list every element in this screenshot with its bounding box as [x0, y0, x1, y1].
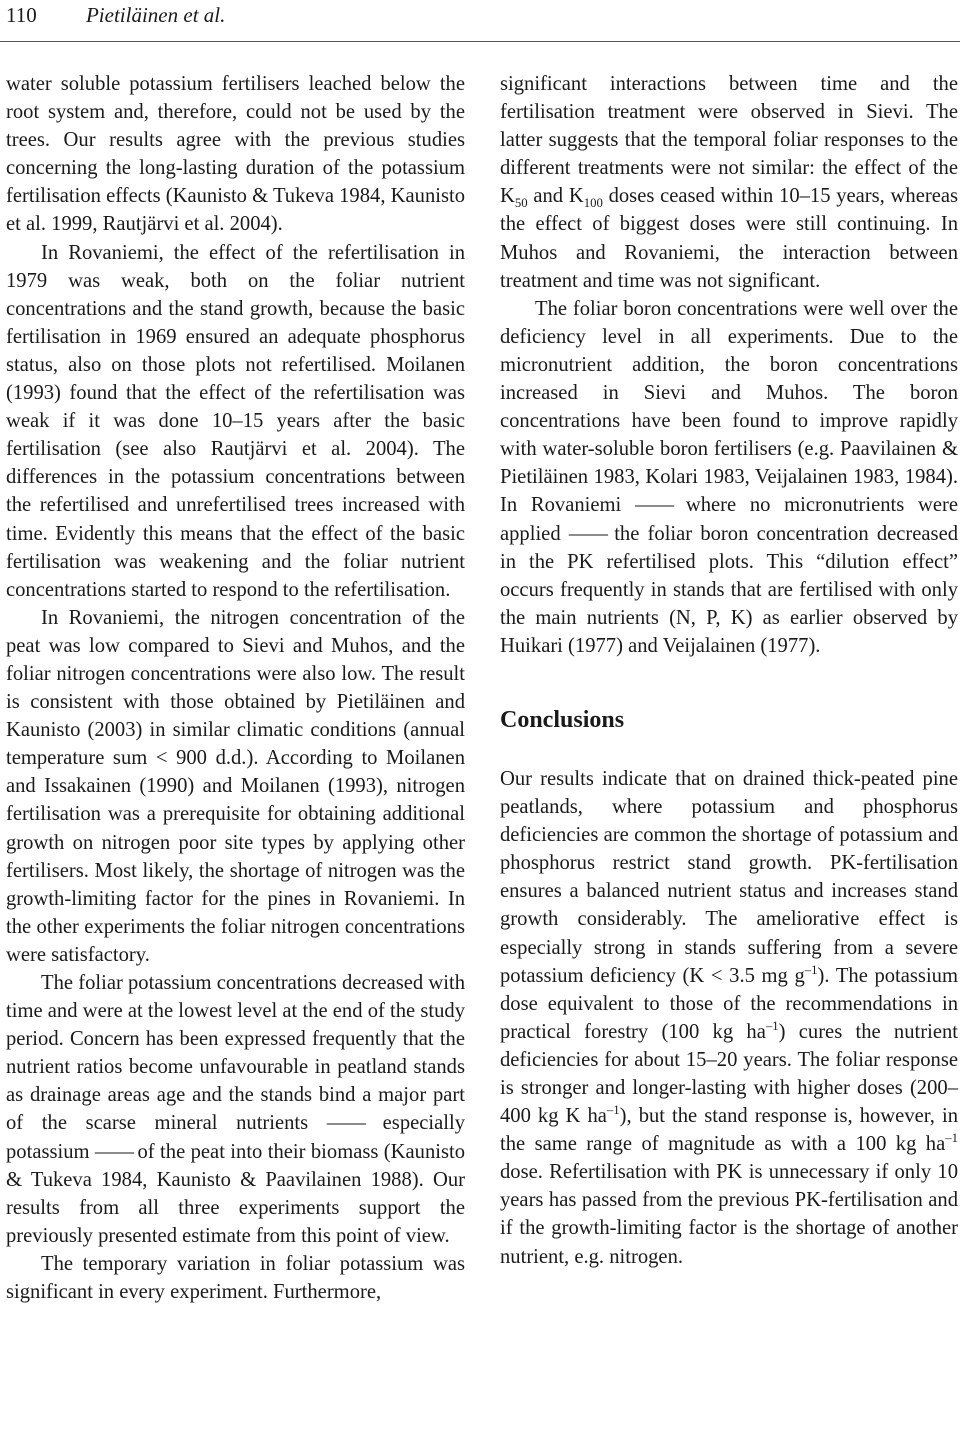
text-run: and K: [527, 185, 584, 208]
paragraph: [6, 969, 465, 1250]
page-number: 110: [6, 3, 37, 27]
right-column: [500, 70, 958, 1271]
subscript: 100: [583, 196, 603, 211]
paragraph: [500, 295, 958, 660]
text-run: the foliar boron concentration decreased in the PK refertilised plots. This “dilution effect” occurs frequently in stands that are fertilised with only the main nutrients (N, P, K) as earlier observed by Huikari (1977) and Veijalainen (1977).: [500, 522, 959, 657]
superscript: –1: [945, 1131, 958, 1146]
text-run: The foliar boron concentrations were well over the deficiency level in all experiments. Due to the micronutrient addition, the boron concentrations increased in Sievi and Muhos. The boron concentrations have been found to improve rapidly with water-soluble boron fertilisers (e.g. Paavilainen & Pietiläinen 1983, Kolari 1983, Veijalainen 1983, 1984). In Rovaniemi: [500, 297, 958, 517]
paragraph: water soluble potassium fertilisers leached below the root system and, therefore, could not be used by the trees. Our results agree with the previous studies concerning the long-lasting duration of the potassium fertilisation effects (Kaunisto & Tukeva 1984, Kaunisto et al. 1999, Rautjärvi et al. 2004).: [6, 73, 465, 236]
paragraph: In Rovaniemi, the nitrogen concentration of the peat was low compared to Sievi and Muhos, and the foliar nitrogen concentrations were also low. The result is consistent with those obtained by Pietiläinen and Kaunisto (2003) in similar climatic conditions (annual temperature sum < 900 d.d.). According to Moilanen and Issakainen (1990) and Moilanen (1993), nitrogen fertilisation was a prerequisite for obtaining additional growth on nitrogen poor site types by applying other fertilisers. Most likely, the shortage of nitrogen was the growth-limiting factor for the pines in Rovaniemi. In the other experiments the foliar nitrogen concentrations were satisfactory.: [6, 606, 465, 966]
text-run: of the peat into their biomass (Kaunisto & Tukeva 1984, Kaunisto & Paavilainen 1988). Our results from all three experiments support the previously presented estimate from this point of view.: [6, 1140, 465, 1247]
text-run: ) cures the nutrient deficiencies for about 15–20 years. The foliar response is stronger and longer-lasting with higher doses (200–400 kg K ha: [500, 1020, 958, 1128]
text-run: Our results indicate that on drained thick-peated pine peatlands, where potassium and phosphorus deficiencies are common the shortage of potassium and phosphorus restrict stand growth. PK-fertilisation ensures a balanced nutrient status and increases stand growth considerably. The ameliorative effect is especially strong in stands suffering from a severe potassium deficiency (K < 3.5 mg g: [500, 767, 958, 987]
paragraph: [500, 765, 958, 1271]
paragraph: In Rovaniemi, the effect of the refertilisation in 1979 was weak, both on the foliar nutrient concentrations and the stand growth, because the basic fertilisation in 1969 ensured an adequate phosphorus status, also on those plots not refertilised. Moilanen (1993) found that the effect of the refertilisation was weak if it was done 10–15 years after the basic fertilisation (see also Rautjärvi et al. 2004). The differences in the potassium concentrations between the refertilised and unrefertilised trees increased with time. Evidently this means that the effect of the basic fertilisation was weakening and the foliar nutrient concentrations started to respond to the refertilisation.: [6, 241, 465, 601]
text-run: significant interactions between time and the fertilisation treatment were observed in Sievi. The latter suggests that the temporal foliar responses to the different treatments were not similar: the effect of the K: [500, 73, 958, 208]
page-header: [6, 0, 225, 30]
text-run: ). The potassium dose equivalent to those of the recommendations in practical forestry (100 kg ha: [500, 964, 958, 1043]
em-dash: ——: [94, 1140, 133, 1163]
text-run: especially potassium: [6, 1112, 465, 1163]
text-run: dose. Refertilisation with PK is unnecessary if only 10 years has passed from the previous PK-fertilisation and if the growth-limiting factor is the shortage of another nutrient, e.g. nitrogen.: [500, 1161, 958, 1268]
text-run: where no micronutrients were applied: [500, 494, 958, 545]
subscript: 50: [514, 196, 528, 211]
left-column: [6, 70, 465, 1306]
em-dash: ——: [634, 494, 673, 517]
superscript: –1: [606, 1103, 620, 1118]
text-run: The foliar potassium concentrations decreased with time and were at the lowest level at the end of the study period. Concern has been expressed frequently that the nutrient ratios become unfavourable in peatland stands as drainage areas age and the stands bind a major part of the scarse mineral nutrients: [6, 972, 465, 1135]
header-rule: [0, 41, 960, 42]
text-run: doses ceased within 10–15 years, whereas the effect of biggest doses were still continuing. In Muhos and Rovaniemi, the interaction between treatment and time was not significant.: [500, 185, 959, 292]
superscript: –1: [765, 1018, 779, 1033]
superscript: –1: [804, 962, 818, 977]
text-run: ), but the stand response is, however, in the same range of magnitude as with a 100 kg ha: [500, 1105, 958, 1156]
paragraph: [500, 70, 958, 295]
paragraph: The temporary variation in foliar potassium was significant in every experiment. Furthermore,: [6, 1252, 465, 1304]
em-dash: ——: [326, 1112, 365, 1135]
running-title: Pietiläinen et al.: [85, 3, 226, 27]
section-heading: Conclusions: [500, 706, 625, 733]
em-dash: ——: [568, 522, 606, 545]
